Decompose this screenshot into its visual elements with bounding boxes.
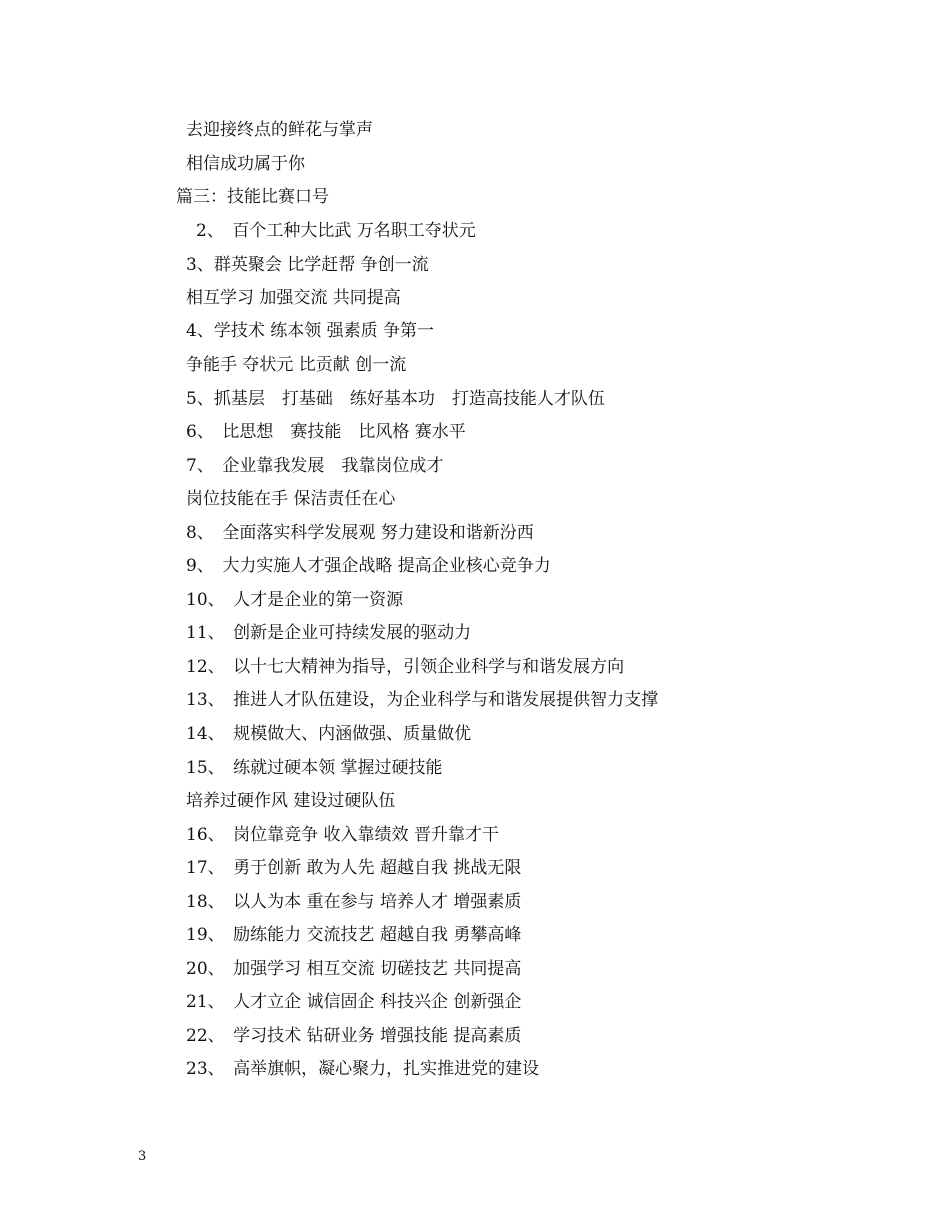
slogan-item: 22、 学习技术 钻研业务 增强技能 提高素质 xyxy=(186,1026,522,1046)
slogan-item: 8、 全面落实科学发展观 努力建设和谐新汾西 xyxy=(186,523,534,543)
slogan-item: 10、 人才是企业的第一资源 xyxy=(186,590,404,610)
slogan-item: 17、 勇于创新 敢为人先 超越自我 挑战无限 xyxy=(186,858,522,878)
slogan-item: 3、群英聚会 比学赶帮 争创一流 xyxy=(186,255,429,275)
slogan-item: 6、 比思想 赛技能 比风格 赛水平 xyxy=(186,422,466,442)
slogan-item: 9、 大力实施人才强企战略 提高企业核心竞争力 xyxy=(186,556,551,576)
slogan-item: 19、 励练能力 交流技艺 超越自我 勇攀高峰 xyxy=(186,925,522,945)
slogan-item: 培养过硬作风 建设过硬队伍 xyxy=(186,791,396,811)
slogan-item: 15、 练就过硬本领 掌握过硬技能 xyxy=(186,758,443,778)
text-line: 去迎接终点的鲜花与掌声 xyxy=(186,120,373,140)
slogan-item: 5、抓基层 打基础 练好基本功 打造高技能人才队伍 xyxy=(186,389,605,409)
slogan-item: 18、 以人为本 重在参与 培养人才 增强素质 xyxy=(186,892,522,912)
slogan-item: 2、 百个工种大比武 万名职工夺状元 xyxy=(196,221,476,241)
slogan-item: 16、 岗位靠竞争 收入靠绩效 晋升靠才干 xyxy=(186,825,499,845)
slogan-item: 21、 人才立企 诚信固企 科技兴企 创新强企 xyxy=(186,992,522,1012)
slogan-item: 20、 加强学习 相互交流 切磋技艺 共同提高 xyxy=(186,959,522,979)
page-number: 3 xyxy=(138,1149,147,1164)
text-line: 相信成功属于你 xyxy=(186,154,305,174)
section-heading: 篇三：技能比赛口号 xyxy=(176,187,329,207)
slogan-item: 岗位技能在手 保洁责任在心 xyxy=(186,489,396,509)
slogan-item: 23、 高举旗帜，凝心聚力，扎实推进党的建设 xyxy=(186,1059,540,1079)
slogan-item: 相互学习 加强交流 共同提高 xyxy=(186,288,401,308)
slogan-item: 12、 以十七大精神为指导，引领企业科学与和谐发展方向 xyxy=(186,657,625,677)
slogan-item: 13、 推进人才队伍建设，为企业科学与和谐发展提供智力支撑 xyxy=(186,690,659,710)
slogan-item: 4、学技术 练本领 强素质 争第一 xyxy=(186,321,435,341)
slogan-item: 7、 企业靠我发展 我靠岗位成才 xyxy=(186,456,444,476)
slogan-item: 14、 规模做大、内涵做强、质量做优 xyxy=(186,724,472,744)
slogan-item: 争能手 夺状元 比贡献 创一流 xyxy=(186,355,407,375)
slogan-item: 11、 创新是企业可持续发展的驱动力 xyxy=(186,623,472,643)
